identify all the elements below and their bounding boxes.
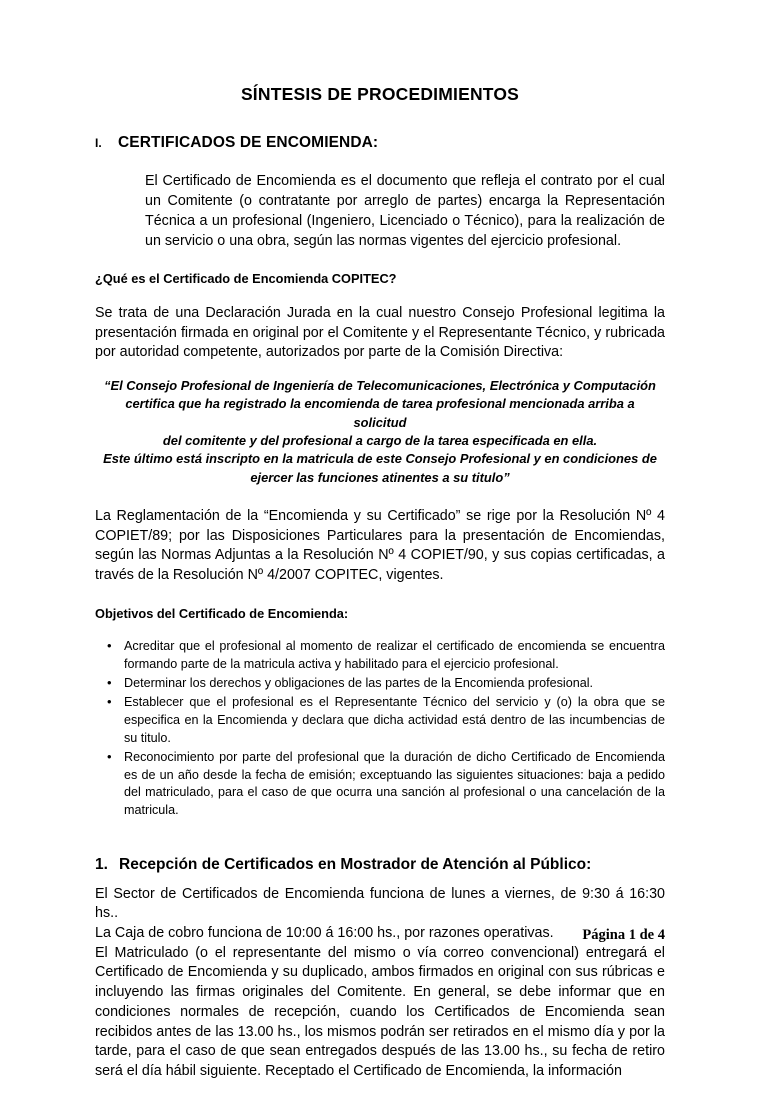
section-heading-recepcion [95, 855, 665, 874]
section-number: 1. [95, 856, 108, 874]
section-roman-label: CERTIFICADOS DE ENCOMIENDA: [118, 134, 379, 151]
section-roman-number: I. [95, 136, 102, 150]
quote-line: ejercer las funciones atinentes a su titulo” [250, 469, 510, 485]
paragraph-reglamentacion: La Reglamentación de la “Encomienda y su Certificado” se rige por la Resolución Nº 4 COPIET/89; por las Disposiciones Particulares para la presentación de Encomiendas, según las Normas Adjuntas a la Resolución Nº 4 COPIET/90, y sus copias certificadas, a través de la Resolución Nº 4/2007 COPITEC, vigentes. [95, 507, 665, 584]
list-item: • Determinar los derechos y obligaciones de las partes de la Encomienda profesional. [95, 675, 665, 693]
quote-line: del comitente y del profesional a cargo de la tarea especificada en ella. [162, 432, 598, 448]
list-item: • Acreditar que el profesional al momento de realizar el certificado de encomienda se encuentra formando parte de la matricula activa y habilitado para el ejercicio profesional. [95, 638, 665, 674]
quote-line: certifica que ha registrado la encomienda de tarea profesional mencionada arriba a solicitud [125, 396, 635, 430]
list-item: • Reconocimiento por parte del profesional que la duración de dicho Certificado de Encomienda es de un año desde la fecha de emisión; exceptuando las siguientes situaciones: baja a pedido del matriculado, para el caso de que ocurra una sanción al profesional o una cancelación de la matricula. [95, 749, 665, 821]
section-heading-certificados [95, 133, 665, 152]
paragraph-horario-caja: La Caja de cobro funciona de 10:00 á 16:00 hs., por razones operativas. [95, 924, 554, 941]
list-item: • Establecer que el profesional es el Representante Técnico del servicio y (o) la obra que se especifica en la Encomienda y declara que dicha actividad está dentro de las incumbencias de su titulo. [95, 694, 665, 748]
paragraph-matriculado: El Matriculado (o el representante del mismo o vía correo convencional) entregará el Certificado de Encomienda y su duplicado, ambos firmados en original con sus rúbricas e incluyendo las firmas originales del Comitente. En general, se debe informar que en condiciones normales de recepción, cuando los Certificados de Encomienda sean recibidos antes de las 13.00 hs., los mismos podrán ser retirados en el mismo día y por la tarde, para el caso de que sean entregados después de las 13.00 hs., su fecha de retiro será el día hábil siguiente. Receptado el Certificado de Encomienda, la información [95, 944, 665, 1079]
quote-line: Este último está inscripto en la matricula de este Consejo Profesional y en condiciones de [103, 451, 657, 467]
section-spacer [95, 821, 665, 855]
paragraph-horario-sector: El Sector de Certificados de Encomienda funciona de lunes a viernes, de 9:30 á 16:30 hs.. [95, 885, 665, 922]
heading-question-copitec: ¿Qué es el Certificado de Encomienda COPITEC? [95, 271, 397, 287]
paragraph-intro: El Certificado de Encomienda es el documento que refleja el contrato por el cual un Comitente (o contratante por arreglo de partes) encarga la Representación Técnica a un profesional (Ingeniero, Licenciado o Técnico), para la realización de un servicio o una obra, según las normas vigentes del ejercicio profesional. [145, 173, 665, 249]
page-footer: Página 1 de 4 [582, 927, 665, 943]
quote-block [95, 377, 665, 487]
section-label: Recepción de Certificados en Mostrador de Atención al Público: [119, 856, 592, 874]
page-title: SÍNTESIS DE PROCEDIMIENTOS [240, 84, 520, 104]
objectives-list [95, 638, 665, 820]
quote-line: “El Consejo Profesional de Ingeniería de Telecomunicaciones, Electrónica y Computación [104, 378, 656, 394]
paragraph-declaracion-jurada: Se trata de una Declaración Jurada en la cual nuestro Consejo Profesional legitima la presentación firmada en original por el Comitente y el Representante Técnico, y rubricada por autoridad competente, autorizados por parte de la Comisión Directiva: [95, 304, 665, 361]
heading-objetivos: Objetivos del Certificado de Encomienda: [95, 605, 349, 621]
